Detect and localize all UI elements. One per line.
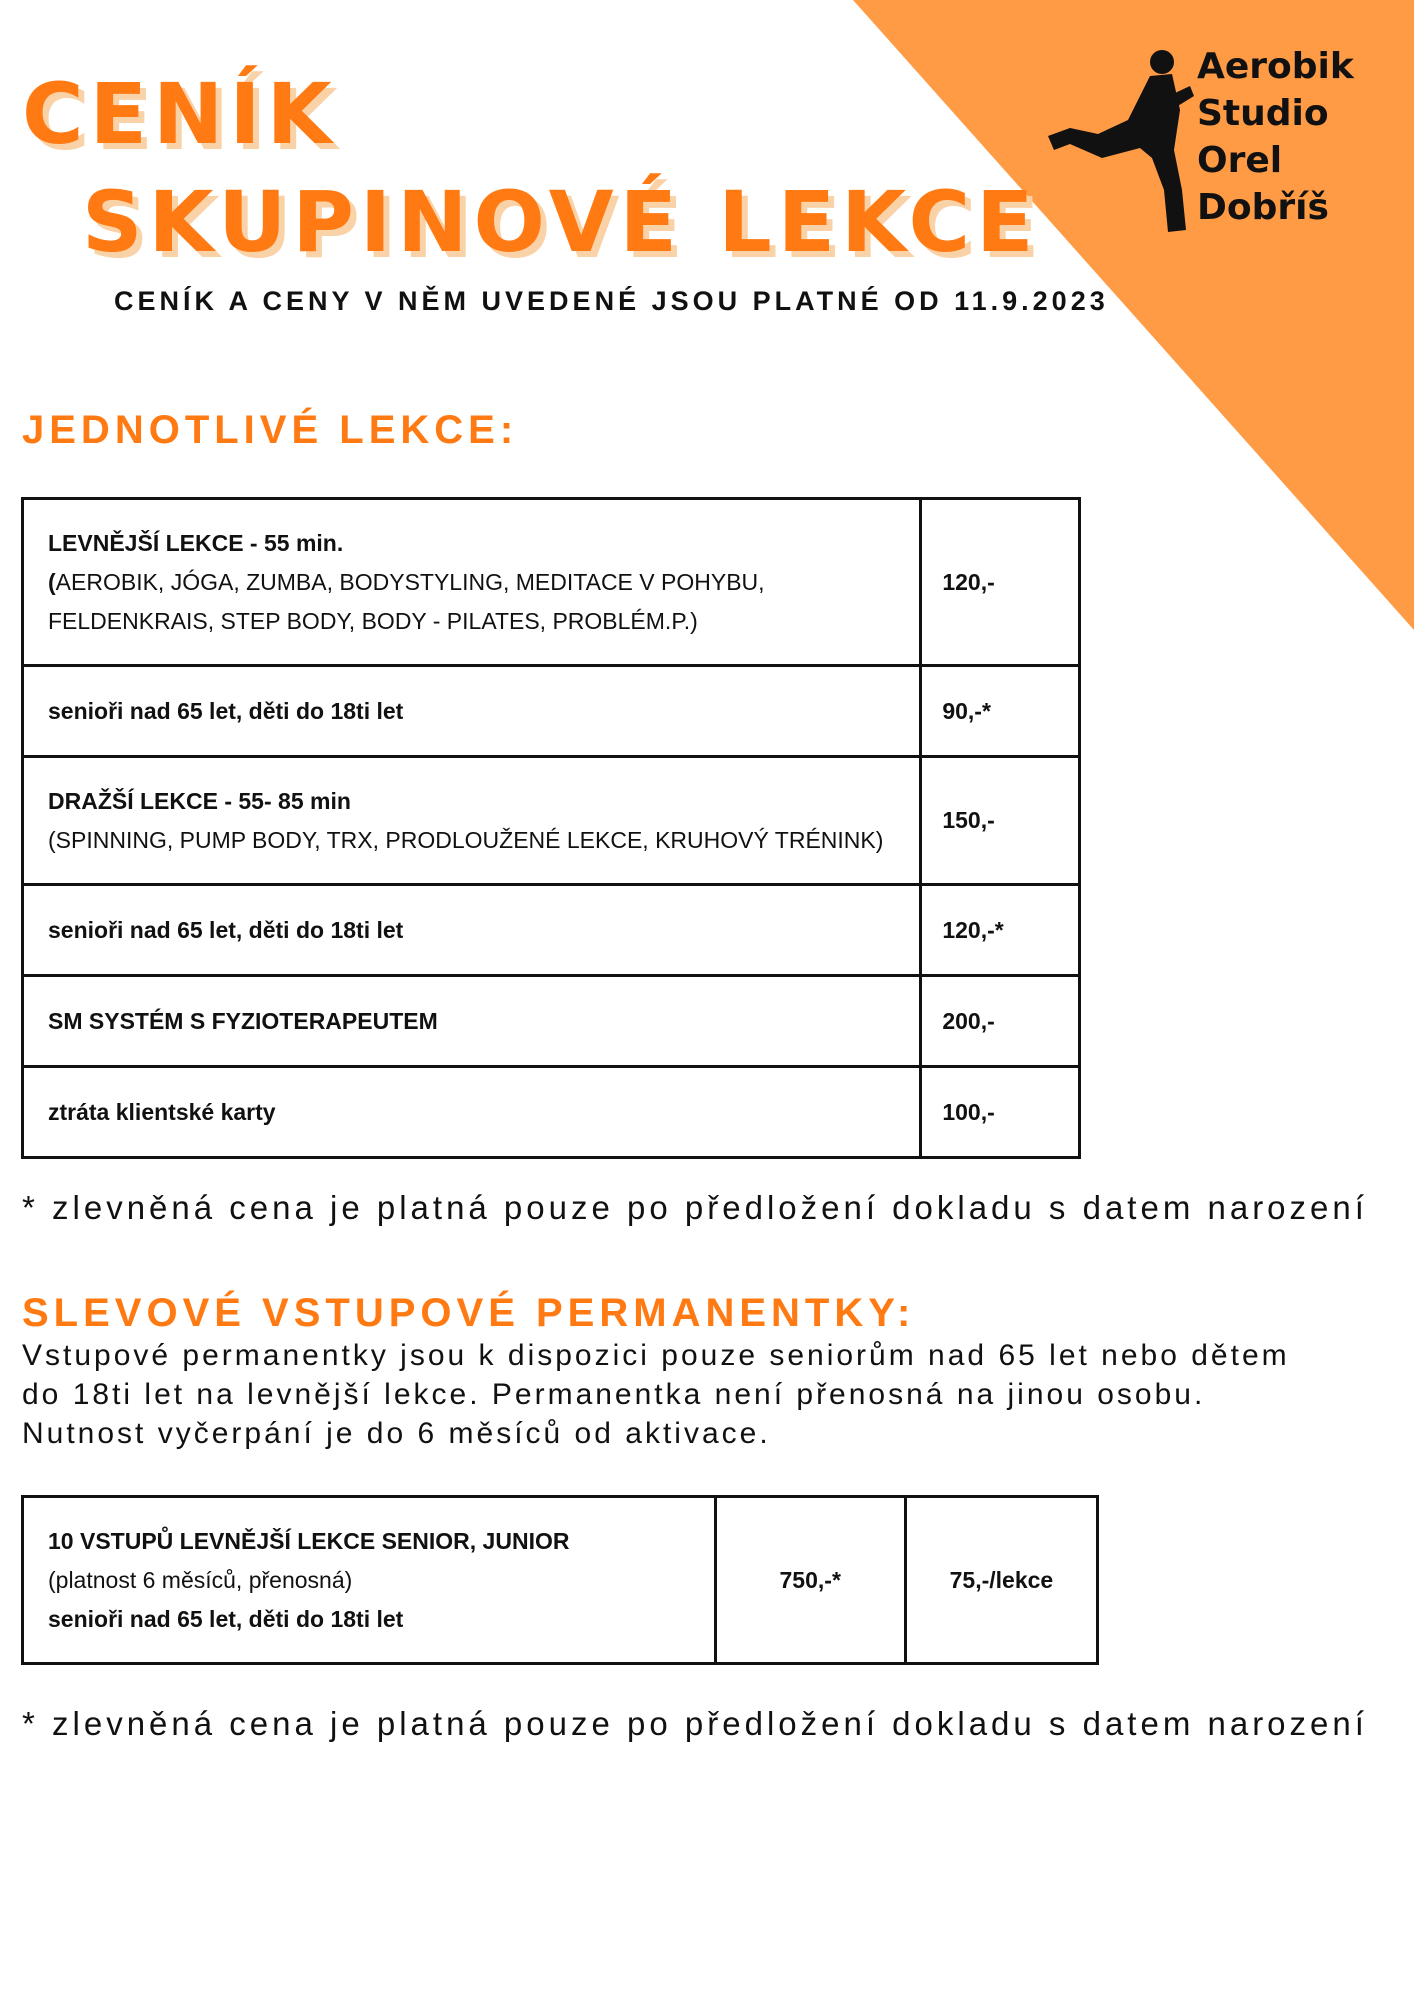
row-detail	[48, 563, 895, 602]
row-description	[23, 499, 921, 666]
row-price-per-lesson: 75,-/lekce	[905, 1497, 1097, 1664]
table-row	[23, 976, 1080, 1067]
row-title: ztráta klientské karty	[23, 1067, 921, 1158]
table-row	[23, 666, 1080, 757]
paragraph-line: Vstupové permanentky jsou k dispozici pouze seniorům nad 65 let nebo dětem	[22, 1339, 1290, 1372]
page-title-line1: CENÍK	[22, 65, 338, 163]
row-price: 100,-	[921, 1067, 1080, 1158]
table-row	[23, 1497, 1098, 1664]
row-title: DRAŽŠÍ LEKCE - 55- 85 min	[48, 787, 351, 814]
row-title: senioři nad 65 let, děti do 18ti let	[23, 885, 921, 976]
row-title: 10 VSTUPŮ LEVNĚJŠÍ LEKCE SENIOR, JUNIOR	[48, 1527, 570, 1554]
passes-paragraph	[22, 1336, 1290, 1453]
page-title-line2: SKUPINOVÉ LEKCE	[82, 173, 1040, 271]
row-detail-2: FELDENKRAIS, STEP BODY, BODY - PILATES, PROBLÉM.P.)	[48, 607, 698, 634]
logo-line: Studio	[1197, 93, 1329, 134]
row-price: 200,-	[921, 976, 1080, 1067]
row-detail: (platnost 6 měsíců, přenosná)	[48, 1566, 353, 1593]
logo-line: Orel	[1197, 140, 1283, 181]
table-row	[23, 1067, 1080, 1158]
paragraph-line: Nutnost vyčerpání je do 6 měsíců od aktivace.	[22, 1417, 771, 1450]
single-lessons-heading: JEDNOTLIVÉ LEKCE:	[22, 408, 519, 452]
row-price: 120,-	[921, 499, 1080, 666]
row-description	[23, 1497, 716, 1664]
row-detail-text: AEROBIK, JÓGA, ZUMBA, BODYSTYLING, MEDITACE V POHYBU,	[55, 568, 765, 595]
table-row	[23, 757, 1080, 885]
table-row	[23, 885, 1080, 976]
row-title: LEVNĚJŠÍ LEKCE - 55 min.	[48, 529, 344, 556]
row-price: 750,-*	[715, 1497, 905, 1664]
discount-note: * zlevněná cena je platná pouze po předložení dokladu s datem narození	[22, 1189, 1368, 1226]
row-detail: (SPINNING, PUMP BODY, TRX, PRODLOUŽENÉ LEKCE, KRUHOVÝ TRÉNINK)	[48, 826, 884, 853]
row-detail-2: senioři nad 65 let, děti do 18ti let	[48, 1605, 404, 1632]
passes-heading: SLEVOVÉ VSTUPOVÉ PERMANENTKY:	[22, 1291, 916, 1335]
row-price: 150,-	[921, 757, 1080, 885]
logo-line: Dobříš	[1197, 187, 1329, 228]
row-description	[23, 757, 921, 885]
logo-line: Aerobik	[1197, 46, 1354, 87]
single-lessons-price-table	[21, 497, 1081, 1159]
table-row	[23, 499, 1080, 666]
row-price: 120,-*	[921, 885, 1080, 976]
row-price: 90,-*	[921, 666, 1080, 757]
row-title: senioři nad 65 let, děti do 18ti let	[23, 666, 921, 757]
paragraph-line: do 18ti let na levnější lekce. Permanentka není přenosná na jinou osobu.	[22, 1378, 1206, 1411]
validity-subtitle: CENÍK A CENY V NĚM UVEDENÉ JSOU PLATNÉ OD 11.9.2023	[114, 286, 1109, 316]
row-detail-paren: (	[48, 568, 56, 595]
studio-logo-text	[1197, 43, 1397, 231]
passes-price-table	[21, 1495, 1099, 1665]
discount-note: * zlevněná cena je platná pouze po předložení dokladu s datem narození	[22, 1705, 1368, 1742]
row-title: SM SYSTÉM S FYZIOTERAPEUTEM	[23, 976, 921, 1067]
